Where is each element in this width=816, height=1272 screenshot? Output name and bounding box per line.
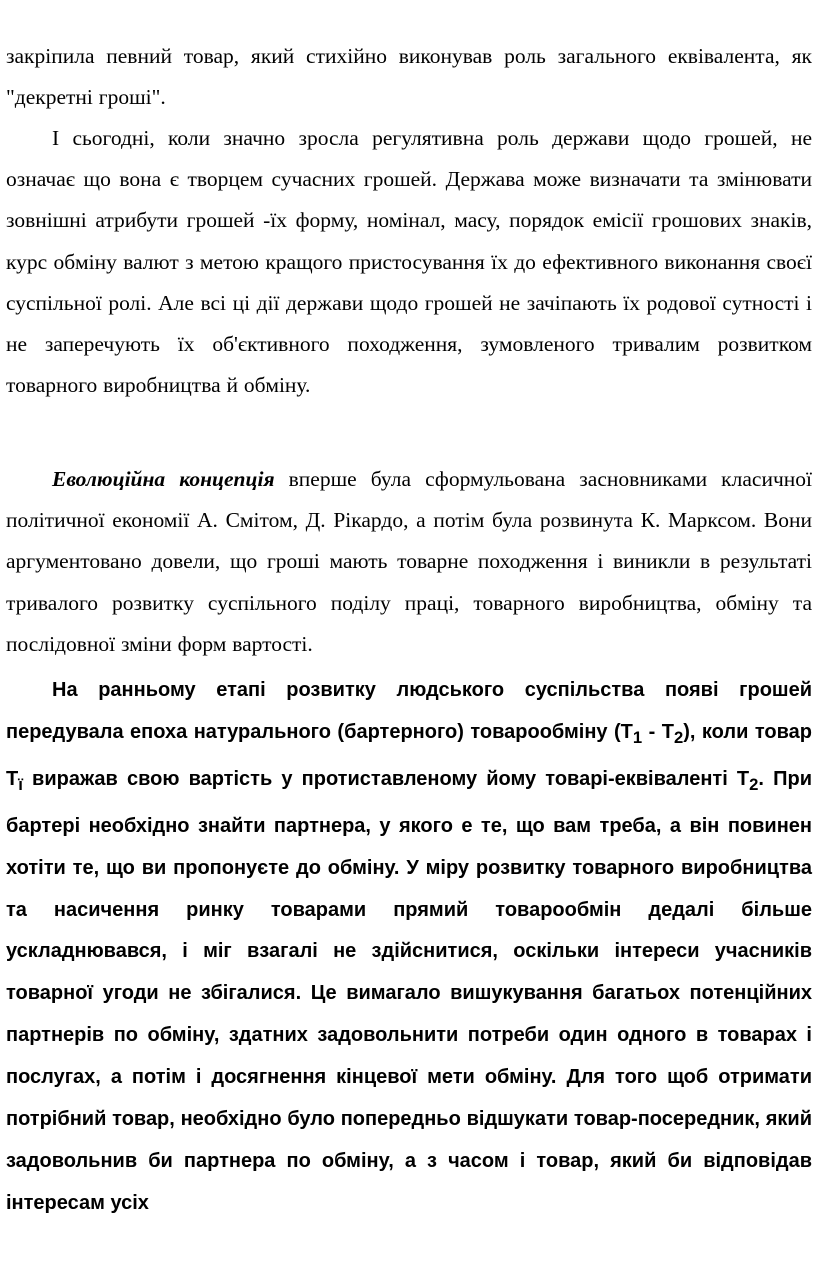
paragraph-evolutionary-concept bbox=[6, 459, 812, 665]
barter-text-5: . При бартері необхідно знайти партнера, у якого е те, що вам треба, а він повинен хотіти те, що ви пропонуєте до обміну. У міру розвитку товарного виробництва та насичення ринку товарами прямий товарообмін дедалі більше ускладнювався, і міг взагалі не здійснитися, оскільки інтереси учасників товарної угоди не збігалися. Це вимагало вишукування багатьох потенційних партнерів по обміну, здатних задовольнити потреби один одного в товарах і послугах, а потім і досягнення кінцевої мети обміну. Для того щоб отримати потрібний товар, необхідно було попередньо відшукати товар-посередник, який задовольнив би партнера по обміну, а з часом і товар, який би відповідав інтересам усіх bbox=[6, 767, 812, 1214]
subscript-3: ї bbox=[18, 774, 23, 794]
subscript-1: 1 bbox=[632, 727, 643, 747]
barter-text-4: виражав свою вартість у протиставленому йому товарі-еквіваленті Т bbox=[22, 767, 750, 790]
paragraph-state-role: І сьогодні, коли значно зросла регулятивна роль держави щодо грошей, не означає що вона є творцем сучасних грошей. Держава може визначати та змінювати зовнішні атрибути грошей -їх форму, номінал, масу, порядок емісії грошових знаків, курс обміну валют з метою кращого пристосування їх до ефективного виконання своєї суспільної ролі. Але всі ці дії держави щодо грошей не зачіпають їх родової сутності і не заперечують їх об'єктивного походження, зумовленого тривалим розвитком товарного виробництва й обміну. bbox=[6, 126, 812, 398]
paragraph-barter bbox=[6, 670, 812, 1225]
barter-text-2: - Т bbox=[642, 720, 674, 743]
subscript-2: 2 bbox=[673, 727, 684, 747]
paragraph-evolutionary-text: вперше була сформульована засновниками класичної політичної економії А. Смітом, Д. Рікардо, а потім була розвинута К. Марксом. Вони аргументовано довели, що гроші мають товарне походження і виникли в результаті тривалого розвитку суспільного поділу праці, товарного виробництва, обміну та послідовної зміни форм вартості. bbox=[6, 467, 812, 656]
barter-text-3: ), коли товар Т bbox=[6, 720, 812, 790]
subscript-4: 2 bbox=[749, 774, 759, 794]
barter-text-1: На ранньому етапі розвитку людського суспільства появі грошей передувала епоха натурального (бартерного) товарообміну (Т bbox=[6, 679, 812, 743]
term-evolutionary-concept: Еволюційна концепція bbox=[52, 467, 275, 491]
paragraph-continuation: закріпила певний товар, який стихійно виконував роль загального еквівалента, як "декретні гроші". bbox=[6, 44, 812, 110]
